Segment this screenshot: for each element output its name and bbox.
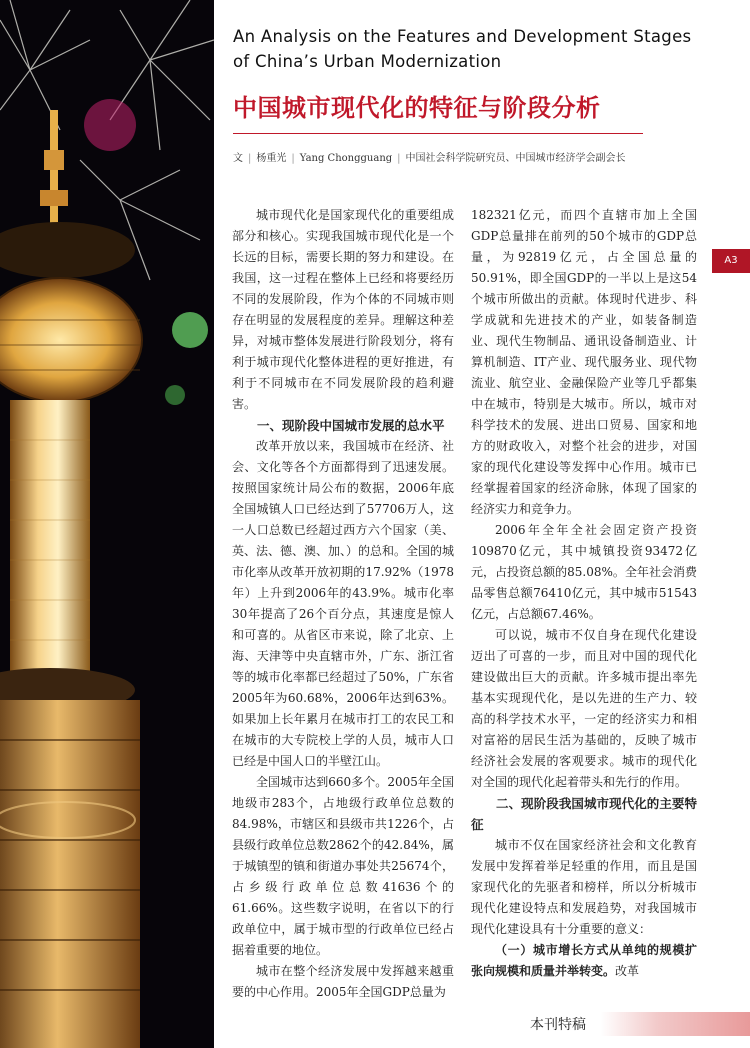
title-en-line2: of China’s Urban Modernization <box>233 52 502 71</box>
paragraph: 城市在整个经济发展中发挥越来越重要的中心作用。2005年全国GDP总量为 <box>232 964 454 999</box>
firework-burst-pink <box>84 99 136 151</box>
author-name-en: Yang Chongguang <box>299 153 393 164</box>
article-title-english <box>233 24 703 74</box>
paragraph: 182321亿元，而四个直辖市加上全国GDP总量排在前列的50个城市的GDP总量，为92819亿元，占全国总量的50.91%，即全国GDP的一半以上是这54个城市所做出的贡献。体现时代进步、科学成就和先进技术的产业，如装备制造业、现代生物制品、通讯设备制造业、计算机制造、IT产业、现代服务业、现代物流业、航空业、金融保险产业等几乎都集中在城市，特别是大城市。所以，城市对科学技术的发展、进出口贸易、国家和地方的财政收入，对整个社会的进步，对国家的现代化建设等发挥中心作用。城市已经掌握着国家的经济命脉，体现了国家的经济实力和竞争力。 <box>471 208 697 516</box>
tower-antenna <box>50 110 58 240</box>
paragraph: 全国城市达到660多个。2005年全国地级市283个，占地级行政单位总数的84.98%，市辖区和县级市共1226个，占县级行政单位总数2862个的42.84%，属于城镇型的镇和街道办事处共25674个，占乡级行政单位总数41636个的61.66%。这些数字说明，在省以下的行政单位中，属于城市型的行政单位已经占据着重要的地位。 <box>232 775 454 957</box>
paragraph: 可以说，城市不仅自身在现代化建设迈出了可喜的一步，而且对中国的现代化建设做出巨大的贡献。许多城市提出率先基本实现现代化，是以先进的生产力、较高的科学技术水平，一定的经济实力和相对富裕的居民生活为基础的，反映了城市经济社会发展的客观要求。城市的现代化对全国的现代化起着带头和先行的作用。 <box>471 628 697 789</box>
article-column-right <box>471 205 697 982</box>
paragraph-tail: 改革 <box>615 964 640 978</box>
page-tab: A3 <box>712 249 750 273</box>
byline: 文 | 杨重光 | Yang Chongguang | 中国社会科学院研究员、中国城市经济学会副会长 <box>233 153 626 164</box>
tower-base <box>0 700 140 1048</box>
paragraph: 城市不仅在国家经济社会和文化教育发展中发挥着举足轻重的作用，而且是国家现代化的先驱者和榜样，所以分析城市现代化建设特点和发展趋势，对我国城市现代化建设具有十分重要的意义： <box>471 838 697 936</box>
byline-label: 文 <box>233 153 243 164</box>
tower-illustration <box>0 0 214 1048</box>
subsection-heading: （一）城市增长方式从单纯的规模扩张向规模和质量并举转变。 <box>471 943 697 978</box>
title-divider <box>233 133 643 134</box>
section-heading: 二、现阶段我国城市现代化的主要特征 <box>471 796 697 832</box>
footer-band <box>520 1012 750 1036</box>
fireworks-tower-photo <box>0 0 214 1048</box>
column-name: 本刊特稿 <box>530 1017 586 1033</box>
paragraph <box>471 940 697 982</box>
tower-shaft <box>10 400 90 690</box>
section-heading: 一、现阶段中国城市发展的总水平 <box>257 418 445 433</box>
article-column-left <box>232 205 454 1003</box>
paragraph: 城市现代化是国家现代化的重要组成部分和核心。实现我国城市现代化是一个长远的目标，需要长期的努力和建设。在我国，这一过程在整体上已经和将要经历不同的发展阶段，作为个体的不同城市则存在明显的发展程度的差异。理解这种差异，对城市整体发展进行阶段划分，将有利于城市现代化整体进程的更好推进，有利于不同城市在不同发展阶段的趋利避害。 <box>232 208 454 411</box>
firework-burst-green <box>172 312 208 348</box>
article-title-chinese: 中国城市现代化的特征与阶段分析 <box>233 93 601 122</box>
paragraph: 2006年全年全社会固定资产投资109870亿元，其中城镇投资93472亿元，占投资总额的85.08%。全年社会消费品零售总额76410亿元，其中城市51543亿元，占总额67.46%。 <box>471 523 697 621</box>
author-affiliation: 中国社会科学院研究员、中国城市经济学会副会长 <box>405 153 626 164</box>
author-name-cn: 杨重光 <box>256 153 287 164</box>
title-en-line1: An Analysis on the Features and Development Stages <box>233 27 692 46</box>
paragraph: 改革开放以来，我国城市在经济、社会、文化等各个方面都得到了迅速发展。按照国家统计局公布的数据，2006年底全国城镇人口已经达到了57706万人，这一人口总数已经超过西方六个国家（美、英、法、德、澳、加、）的总和。全国的城市化率从改革开放初期的17.92%（1978年）上升到2006年的43.9%。城市化率30年提高了26个百分点，其速度是惊人和可喜的。从省区市来说，除了北京、上海、天津等中央直辖市外，广东、浙江省等的城市化率都已经超过了50%，广东省2005年为60.68%，2006年达到63%。如果加上长年累月在城市打工的农民工和在城市的大专院校上学的人员，城市人口已经是中国人口的半壁江山。 <box>232 439 455 768</box>
